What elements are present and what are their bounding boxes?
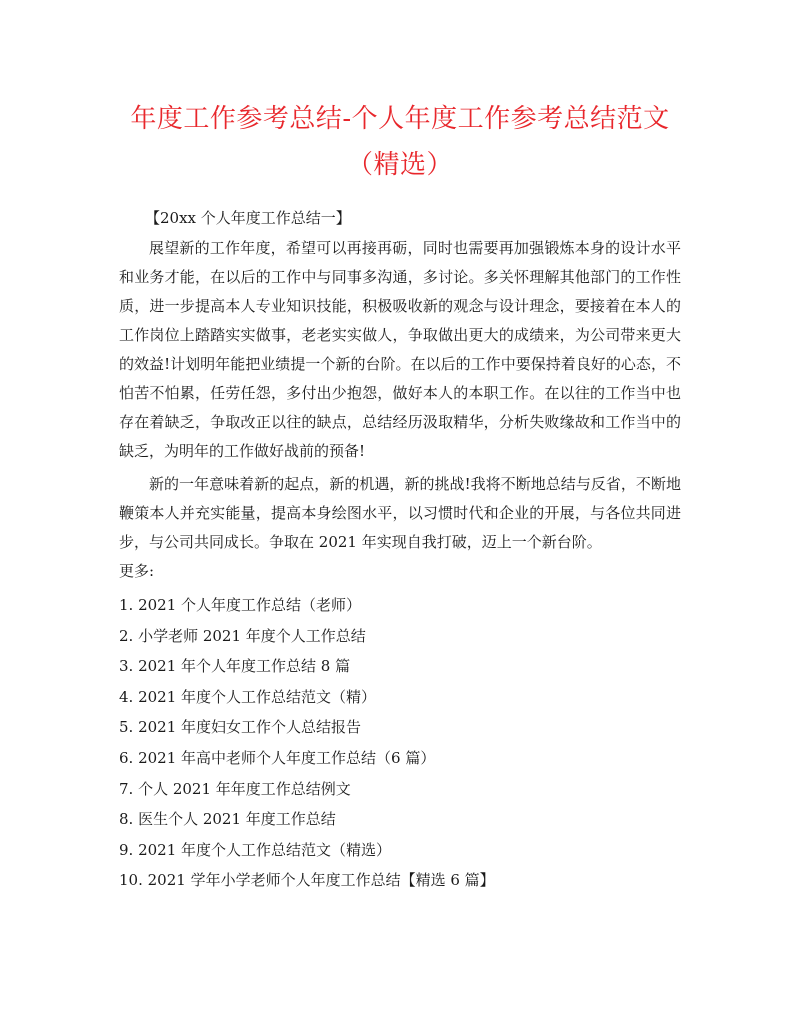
related-article-link-3[interactable]: 3. 2021 年个人年度工作总结 8 篇: [119, 657, 351, 676]
related-article-link-2[interactable]: 2. 小学老师 2021 年度个人工作总结: [119, 626, 366, 645]
related-article-link-9[interactable]: 9. 2021 年度个人工作总结范文（精选）: [119, 840, 392, 859]
body-paragraph-2: 新的一年意味着新的起点，新的机遇，新的挑战!我将不断地总结与反省，不断地鞭策本人并充实能量，提高本身绘图水平，以习惯时代和企业的开展，与各位共同进步，与公司共同成长。争取在 2021 年实现自我打破，迈上一个新台阶。: [119, 475, 681, 551]
body-paragraph-1: 展望新的工作年度，希望可以再接再砺，同时也需要再加强锻炼本身的设计水平和业务才能，在以后的工作中与同事多沟通，多讨论。多关怀理解其他部门的工作性质，进一步提高本人专业知识技能，积极吸收新的观念与设计理念，要接着在本人的工作岗位上踏踏实实做事，老老实实做人，争取做出更大的成绩来，为公司带来更大的效益!计划明年能把业绩提一个新的台阶。在以后的工作中要保持着良好的心态，不怕苦不怕累，任劳任怨，多付出少抱怨，做好本人的本职工作。在以往的工作当中也存在着缺乏，争取改正以往的缺点，总结经历汲取精华，分析失败缘故和工作当中的缺乏，为明年的工作做好战前的预备!: [119, 239, 681, 460]
related-article-link-8[interactable]: 8. 医生个人 2021 年度工作总结: [119, 810, 336, 829]
related-article-link-7[interactable]: 7. 个人 2021 年年度工作总结例文: [119, 779, 351, 798]
document-title: [119, 96, 681, 188]
related-article-link-1[interactable]: 1. 2021 个人年度工作总结（老师）: [119, 596, 362, 614]
section-heading: 【20xx 个人年度工作总结一】: [145, 209, 351, 227]
related-article-link-10[interactable]: 10. 2021 学年小学老师个人年度工作总结【精选 6 篇】: [119, 871, 495, 890]
document-title-line-1: 年度工作参考总结-个人年度工作参考总结范文: [130, 104, 670, 134]
related-article-link-5[interactable]: 5. 2021 年度妇女工作个人总结报告: [119, 718, 362, 737]
related-article-link-6[interactable]: 6. 2021 年高中老师个人年度工作总结（6 篇）: [119, 748, 436, 767]
document-page: [119, 96, 681, 896]
related-article-link-4[interactable]: 4. 2021 年度个人工作总结范文（精）: [119, 687, 377, 706]
document-title-line-2: （精选）: [346, 150, 453, 180]
related-articles-list: [119, 590, 681, 896]
more-label: 更多:: [119, 562, 155, 580]
